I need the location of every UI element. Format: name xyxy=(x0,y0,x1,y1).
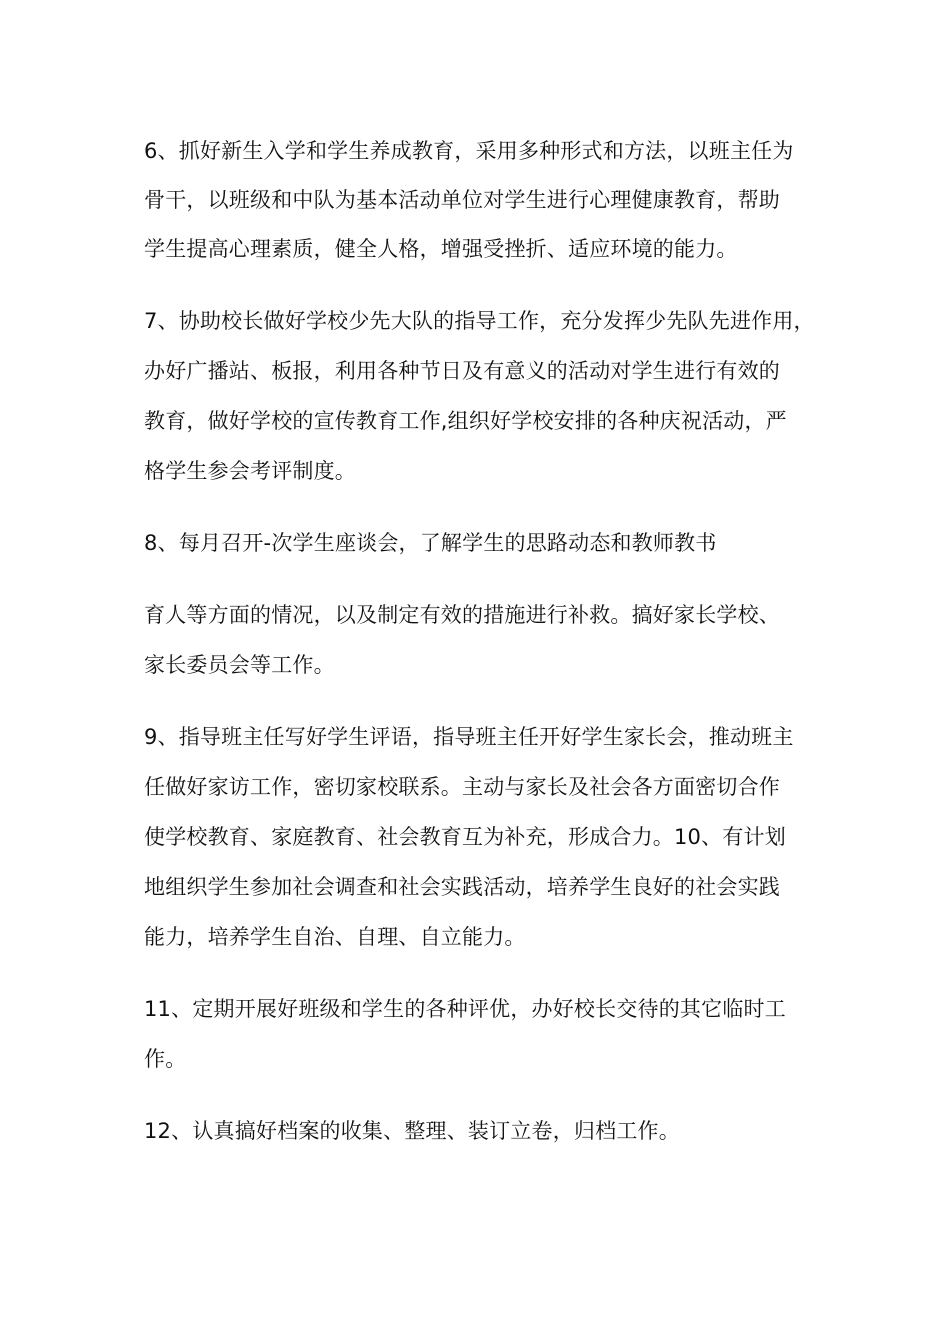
text-line: 能力，培养学生自治、自理、自立能力。 xyxy=(144,925,526,949)
text-line: 家长委员会等工作。 xyxy=(144,653,335,677)
text-line: 地组织学生参加社会调查和社会实践活动，培养学生良好的社会实践 xyxy=(144,875,780,899)
text-line: 办好广播站、板报，利用各种节日及有意义的活动对学生进行有效的 xyxy=(144,359,780,383)
text-line: 9、指导班主任写好学生评语，指导班主任开好学生家长会，推动班主 xyxy=(144,725,794,749)
text-line: 8、每月召开-次学生座谈会，了解学生的思路动态和教师教书 xyxy=(144,531,717,555)
text-line: 7、协助校长做好学校少先大队的指导工作，充分发挥少先队先进作用， xyxy=(144,309,815,333)
text-line: 任做好家访工作，密切家校联系。主动与家长及社会各方面密切合作 xyxy=(144,775,780,799)
text-line: 育人等方面的情况，以及制定有效的措施进行补救。搞好家长学校、 xyxy=(144,603,780,627)
text-line: 作。 xyxy=(144,1047,187,1071)
text-line: 格学生参会考评制度。 xyxy=(144,459,356,483)
text-line: 6、抓好新生入学和学生养成教育，采用多种形式和方法，以班主任为 xyxy=(144,139,794,163)
text-line: 教育，做好学校的宣传教育工作,组织好学校安排的各种庆祝活动，严 xyxy=(144,409,787,433)
text-line: 11、定期开展好班级和学生的各种评优，办好校长交待的其它临时工 xyxy=(144,997,786,1021)
text-line: 学生提高心理素质，健全人格，增强受挫折、适应环境的能力。 xyxy=(144,237,738,261)
text-line: 骨干，以班级和中队为基本活动单位对学生进行心理健康教育，帮助 xyxy=(144,188,780,212)
text-line: 使学校教育、家庭教育、社会教育互为补充，形成合力。10、有计划 xyxy=(144,825,786,849)
text-line: 12、认真搞好档案的收集、整理、装订立卷，归档工作。 xyxy=(144,1119,680,1143)
